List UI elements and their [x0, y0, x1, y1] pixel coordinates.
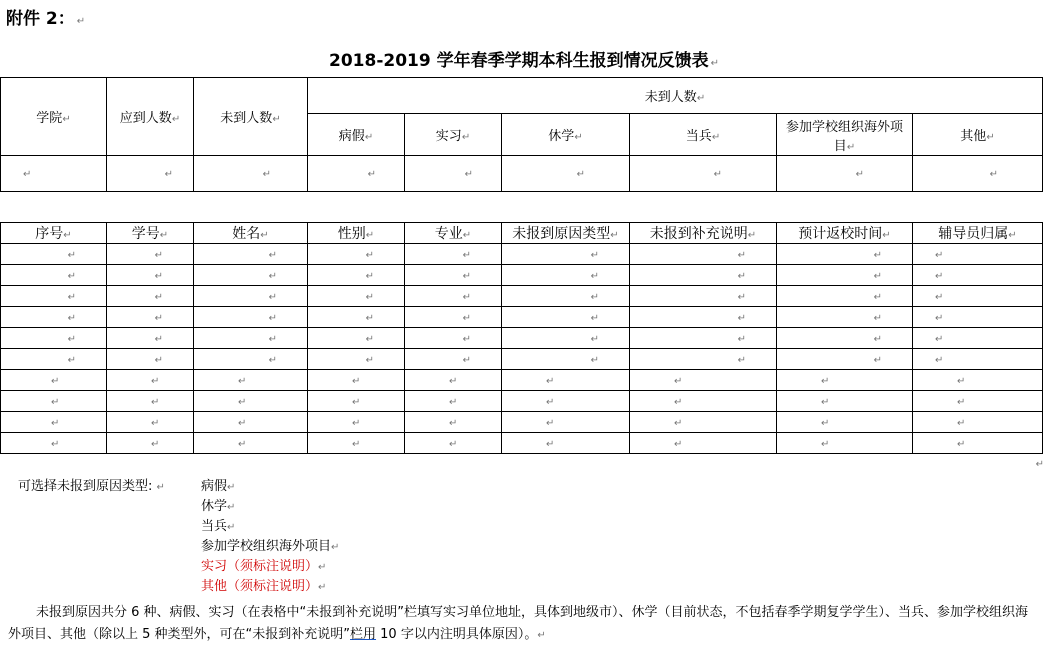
detail-header-cell: 姓名↵	[194, 223, 308, 244]
summary-cell[interactable]: ↵	[107, 156, 194, 192]
detail-cell[interactable]: ↵	[502, 391, 630, 412]
detail-cell[interactable]: ↵	[308, 433, 405, 454]
detail-cell[interactable]: ↵	[1, 391, 107, 412]
table-row	[1, 265, 1043, 286]
detail-header-cell: 预计返校时间↵	[777, 223, 913, 244]
table-row	[1, 286, 1043, 307]
detail-cell[interactable]: ↵	[913, 286, 1043, 307]
detail-cell[interactable]: ↵	[107, 244, 194, 265]
detail-cell[interactable]: ↵	[777, 349, 913, 370]
table-row	[1, 433, 1043, 454]
detail-cell[interactable]: ↵	[502, 370, 630, 391]
detail-cell[interactable]: ↵	[405, 244, 502, 265]
detail-cell[interactable]: ↵	[107, 349, 194, 370]
detail-header-cell: 学号↵	[107, 223, 194, 244]
detail-cell[interactable]: ↵	[777, 370, 913, 391]
detail-cell[interactable]: ↵	[777, 391, 913, 412]
detail-cell[interactable]: ↵	[630, 286, 777, 307]
detail-cell[interactable]: ↵	[308, 328, 405, 349]
reason-type-notes	[18, 477, 339, 597]
summary-cell[interactable]: ↵	[1, 156, 107, 192]
detail-cell[interactable]: ↵	[308, 265, 405, 286]
detail-cell[interactable]: ↵	[194, 244, 308, 265]
detail-cell[interactable]: ↵	[194, 370, 308, 391]
table-row	[1, 412, 1043, 433]
detail-cell[interactable]: ↵	[913, 244, 1043, 265]
detail-cell[interactable]: ↵	[194, 286, 308, 307]
detail-cell[interactable]: ↵	[630, 412, 777, 433]
detail-cell[interactable]: ↵	[107, 433, 194, 454]
header-college: 学院↵	[1, 78, 107, 156]
detail-cell[interactable]: ↵	[1, 412, 107, 433]
detail-cell[interactable]: ↵	[502, 349, 630, 370]
detail-cell[interactable]: ↵	[194, 349, 308, 370]
table-row	[1, 307, 1043, 328]
detail-cell[interactable]: ↵	[194, 307, 308, 328]
detail-cell[interactable]: ↵	[502, 307, 630, 328]
header-absent-group: 未到人数↵	[308, 78, 1043, 114]
detail-cell[interactable]: ↵	[107, 265, 194, 286]
detail-cell[interactable]: ↵	[777, 265, 913, 286]
detail-cell[interactable]: ↵	[913, 370, 1043, 391]
detail-cell[interactable]: ↵	[630, 265, 777, 286]
summary-cell[interactable]: ↵	[913, 156, 1043, 192]
reason-option-required-note: 其他（须标注说明）↵	[201, 579, 327, 594]
detail-cell[interactable]: ↵	[1, 328, 107, 349]
detail-cell[interactable]: ↵	[913, 307, 1043, 328]
page-title: 2018-2019 学年春季学期本科生报到情况反馈表 ↵	[329, 51, 719, 71]
detail-header-cell: 未报到原因类型↵	[502, 223, 630, 244]
detail-cell[interactable]: ↵	[502, 412, 630, 433]
detail-cell[interactable]: ↵	[1, 307, 107, 328]
detail-cell[interactable]: ↵	[502, 328, 630, 349]
detail-cell[interactable]: ↵	[777, 412, 913, 433]
summary-cell[interactable]: ↵	[308, 156, 405, 192]
detail-cell[interactable]: ↵	[107, 286, 194, 307]
summary-cell[interactable]: ↵	[630, 156, 777, 192]
detail-cell[interactable]: ↵	[405, 265, 502, 286]
table-row	[1, 244, 1043, 265]
header-reason-suspension: 休学↵	[502, 114, 630, 156]
detail-cell[interactable]: ↵	[308, 412, 405, 433]
detail-cell[interactable]: ↵	[308, 286, 405, 307]
table-row	[1, 391, 1043, 412]
detail-cell[interactable]: ↵	[630, 391, 777, 412]
detail-cell[interactable]: ↵	[405, 307, 502, 328]
header-reason-internship: 实习↵	[405, 114, 502, 156]
detail-cell[interactable]: ↵	[502, 265, 630, 286]
detail-cell[interactable]: ↵	[1, 265, 107, 286]
detail-cell[interactable]: ↵	[630, 328, 777, 349]
detail-header-cell: 专业↵	[405, 223, 502, 244]
detail-cell[interactable]: ↵	[913, 265, 1043, 286]
header-reason-other: 其他↵	[913, 114, 1043, 156]
header-reason-sick-leave: 病假↵	[308, 114, 405, 156]
detail-cell[interactable]: ↵	[777, 244, 913, 265]
reason-option-required-note: 实习（须标注说明）↵	[201, 559, 327, 574]
detail-cell[interactable]: ↵	[194, 412, 308, 433]
summary-cell[interactable]: ↵	[194, 156, 308, 192]
detail-table	[0, 222, 1043, 454]
detail-cell[interactable]: ↵	[107, 328, 194, 349]
detail-cell[interactable]: ↵	[913, 328, 1043, 349]
detail-cell[interactable]: ↵	[405, 370, 502, 391]
detail-cell[interactable]: ↵	[1, 433, 107, 454]
detail-cell[interactable]: ↵	[194, 265, 308, 286]
detail-cell[interactable]: ↵	[308, 307, 405, 328]
header-reason-overseas: 参加学校组织海外项目↵	[777, 114, 913, 156]
header-expected: 应到人数↵	[107, 78, 194, 156]
detail-cell[interactable]: ↵	[502, 244, 630, 265]
detail-header-cell: 未报到补充说明↵	[630, 223, 777, 244]
detail-cell[interactable]: ↵	[777, 286, 913, 307]
summary-cell[interactable]: ↵	[502, 156, 630, 192]
detail-cell[interactable]: ↵	[107, 391, 194, 412]
detail-cell[interactable]: ↵	[1, 370, 107, 391]
detail-cell[interactable]: ↵	[194, 433, 308, 454]
detail-cell[interactable]: ↵	[502, 433, 630, 454]
detail-cell[interactable]: ↵	[502, 286, 630, 307]
detail-cell[interactable]: ↵	[630, 370, 777, 391]
detail-cell[interactable]: ↵	[405, 412, 502, 433]
reason-option: 病假	[201, 479, 228, 494]
detail-cell[interactable]: ↵	[405, 391, 502, 412]
notes-first-line: 可选择未报到原因类型: ↵ 病假↵	[18, 479, 236, 494]
reason-option: 参加学校组织海外项目↵	[201, 539, 340, 554]
detail-header-cell: 序号↵	[1, 223, 107, 244]
detail-cell[interactable]: ↵	[107, 412, 194, 433]
header-absent: 未到人数↵	[194, 78, 308, 156]
detail-cell[interactable]: ↵	[405, 328, 502, 349]
underlined-text: 栏用	[350, 627, 377, 642]
header-reason-military: 当兵↵	[630, 114, 777, 156]
explanation-paragraph: 未报到原因共分 6 种、病假、实习（在表格中“未报到补充说明”栏填写实习单位地址，具体到地级市）、休学（目前状态，不包括春季学期复学学生）、当兵、参加学校组织海外项目、其他（除以上 5 种类型外，可在“未报到补充说明”栏用 10 字以内注明具体原因）。↵	[8, 605, 1029, 642]
detail-cell[interactable]: ↵	[107, 370, 194, 391]
summary-table	[0, 77, 1043, 192]
detail-cell[interactable]: ↵	[1, 244, 107, 265]
detail-cell[interactable]: ↵	[308, 349, 405, 370]
detail-cell[interactable]: ↵	[1, 286, 107, 307]
table-row	[1, 370, 1043, 391]
detail-cell[interactable]: ↵	[194, 391, 308, 412]
detail-cell[interactable]: ↵	[1, 349, 107, 370]
detail-cell[interactable]: ↵	[913, 412, 1043, 433]
notes-label: 可选择未报到原因类型:	[18, 479, 153, 494]
detail-header-cell: 辅导员归属↵	[913, 223, 1043, 244]
detail-cell[interactable]: ↵	[308, 391, 405, 412]
attachment-label: 附件 2： ↵	[6, 9, 86, 29]
summary-cell[interactable]: ↵	[405, 156, 502, 192]
detail-cell[interactable]: ↵	[913, 349, 1043, 370]
detail-cell[interactable]: ↵	[630, 307, 777, 328]
detail-cell[interactable]: ↵	[630, 433, 777, 454]
detail-cell[interactable]: ↵	[913, 433, 1043, 454]
paragraph-mark: ↵	[1035, 459, 1044, 470]
detail-cell[interactable]: ↵	[405, 349, 502, 370]
detail-header-cell: 性别↵	[308, 223, 405, 244]
detail-cell[interactable]: ↵	[194, 328, 308, 349]
detail-cell[interactable]: ↵	[405, 286, 502, 307]
detail-cell[interactable]: ↵	[630, 244, 777, 265]
detail-cell[interactable]: ↵	[777, 328, 913, 349]
summary-data-row	[1, 156, 1043, 192]
reason-option: 当兵↵	[201, 519, 236, 534]
detail-cell[interactable]: ↵	[107, 307, 194, 328]
table-row	[1, 349, 1043, 370]
detail-cell[interactable]: ↵	[777, 307, 913, 328]
reason-option: 休学↵	[201, 499, 236, 514]
table-row	[1, 328, 1043, 349]
detail-cell[interactable]: ↵	[777, 433, 913, 454]
summary-cell[interactable]: ↵	[777, 156, 913, 192]
detail-cell[interactable]: ↵	[405, 433, 502, 454]
detail-cell[interactable]: ↵	[630, 349, 777, 370]
detail-cell[interactable]: ↵	[308, 370, 405, 391]
detail-cell[interactable]: ↵	[308, 244, 405, 265]
detail-cell[interactable]: ↵	[913, 391, 1043, 412]
